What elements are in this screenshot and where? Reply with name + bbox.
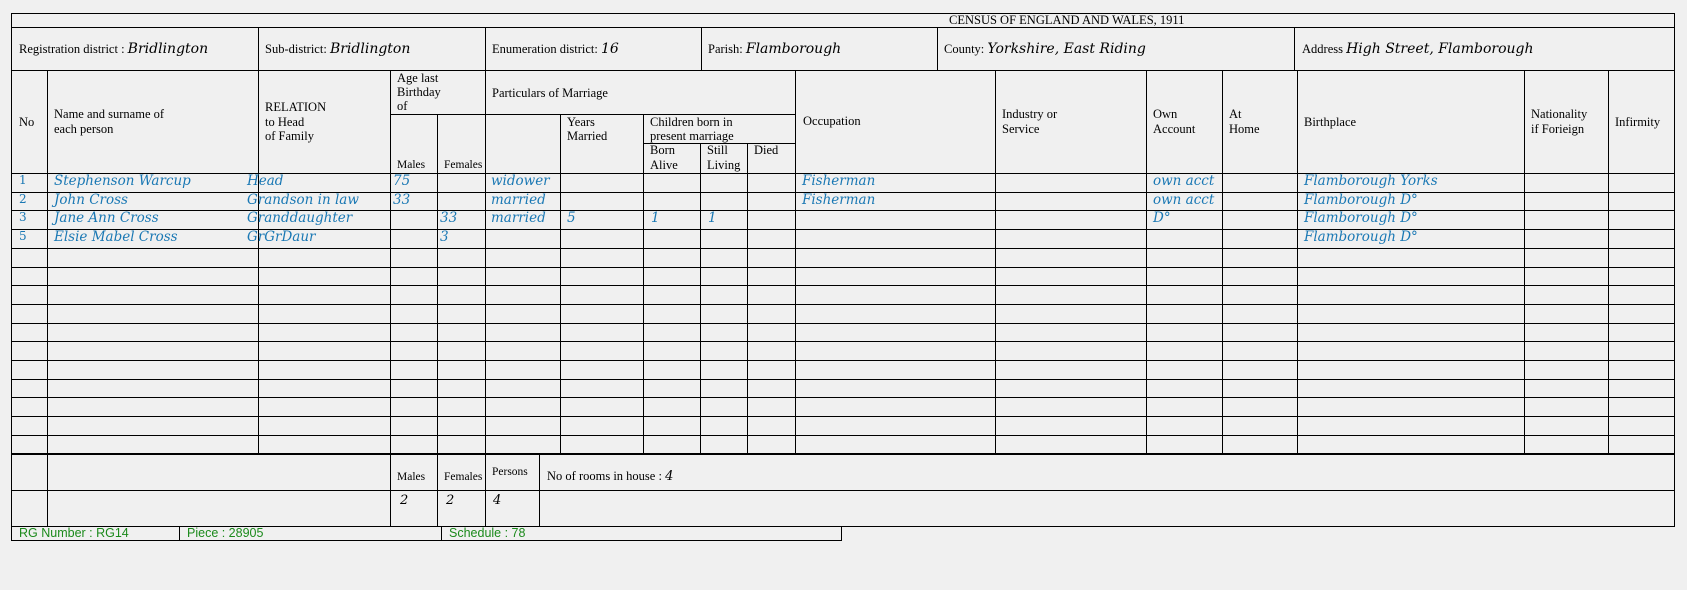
address	[1302, 42, 1534, 57]
form-title: CENSUS OF ENGLAND AND WALES, 1911	[949, 13, 1185, 27]
col-industry-2: Service	[1002, 122, 1040, 136]
col-died: Died	[754, 143, 779, 157]
enumeration-value: 16	[601, 41, 619, 57]
rooms-label: No of rooms in house :	[547, 469, 662, 483]
header-sep	[701, 27, 702, 70]
col-children-1: Children born in	[650, 115, 733, 129]
col-no: No	[19, 115, 35, 129]
col-line-industry	[1146, 70, 1147, 453]
cell-marriage: married	[491, 210, 546, 226]
cell-relation: Head	[247, 173, 284, 189]
col-line-no	[47, 70, 48, 527]
county-label: County:	[944, 42, 985, 56]
footer-bar	[11, 527, 842, 541]
title-divider	[11, 27, 1675, 28]
col-line-own	[1222, 70, 1223, 453]
col-infirmity: Infirmity	[1615, 115, 1661, 129]
row-line	[11, 397, 1675, 398]
row-line	[11, 435, 1675, 436]
col-home-2: Home	[1229, 122, 1260, 136]
cell-marriage: widower	[491, 173, 550, 189]
county	[944, 42, 1146, 57]
header-sep	[485, 27, 486, 70]
col-own-2: Account	[1153, 122, 1196, 136]
col-occupation: Occupation	[803, 114, 861, 128]
cell-name: Stephenson Warcup	[54, 173, 191, 189]
row-line	[11, 341, 1675, 342]
cell-males: 33	[393, 192, 411, 208]
subdistrict-value: Bridlington	[329, 41, 411, 57]
col-own-1: Own	[1153, 107, 1178, 121]
cell-females: 33	[440, 210, 458, 226]
row-line	[11, 416, 1675, 417]
col-age-1: Age last	[397, 71, 439, 85]
col-line-males	[437, 114, 438, 527]
parish-value: Flamborough	[745, 41, 842, 57]
header-sep	[1294, 27, 1295, 70]
form-frame	[11, 13, 1675, 527]
cell-no: 3	[19, 210, 27, 224]
col-name-1: Name and surname of	[54, 107, 165, 121]
col-industry-1: Industry or	[1002, 107, 1058, 121]
cell-years: 5	[567, 210, 576, 226]
schedule-number: Schedule : 78	[449, 526, 526, 540]
totals-persons-label: Persons	[492, 466, 528, 478]
col-nationality-2: if Forieign	[1531, 122, 1585, 136]
address-value: High Street, Flamborough	[1346, 41, 1534, 57]
cell-marriage: married	[491, 192, 546, 208]
cell-own: D°	[1153, 210, 1171, 226]
parish	[708, 42, 841, 57]
cell-no: 1	[19, 173, 27, 187]
row-line	[11, 323, 1675, 324]
col-born-1: Born	[650, 143, 675, 157]
header-sep	[258, 27, 259, 70]
cell-relation: GrGrDaur	[247, 229, 316, 245]
cell-birthplace: Flamborough D°	[1304, 229, 1418, 245]
cell-name: John Cross	[54, 192, 128, 208]
totals-mid	[11, 490, 1675, 491]
col-line-occupation	[995, 70, 996, 453]
cell-no: 2	[19, 192, 27, 206]
totals-males-label: Males	[397, 471, 426, 483]
footer-sep	[179, 527, 180, 541]
col-line-name	[258, 70, 259, 453]
cell-own: own acct	[1153, 173, 1215, 189]
registration-district	[19, 42, 208, 57]
row-line	[11, 267, 1675, 268]
cell-males: 75	[393, 173, 411, 189]
col-name-2: each person	[54, 122, 114, 136]
totals-sep	[539, 453, 540, 527]
cell-relation: Granddaughter	[247, 210, 353, 226]
cell-name: Jane Ann Cross	[54, 210, 159, 226]
row-line	[11, 360, 1675, 361]
col-nationality-1: Nationality	[1531, 107, 1588, 121]
col-males: Males	[397, 159, 426, 171]
registration-label: Registration district :	[19, 42, 125, 56]
cell-birthplace: Flamborough D°	[1304, 192, 1418, 208]
totals-top	[11, 453, 1675, 454]
row-line	[11, 454, 1675, 455]
sub-district	[265, 42, 410, 57]
subdistrict-label: Sub-district:	[265, 42, 327, 56]
address-label: Address	[1302, 42, 1343, 56]
cell-occupation: Fisherman	[802, 192, 876, 208]
col-line-born	[700, 143, 701, 453]
col-home-1: At	[1229, 107, 1242, 121]
col-age-2: Birthday	[397, 85, 441, 99]
registration-value: Bridlington	[127, 41, 209, 57]
enumeration-label: Enumeration district:	[492, 42, 598, 56]
col-line-marriage	[560, 114, 561, 453]
cell-still: 1	[708, 210, 717, 226]
totals-females-label: Females	[444, 471, 483, 483]
col-relation-1: RELATION	[265, 100, 327, 114]
col-line-died	[795, 70, 796, 453]
cell-relation: Grandson in law	[247, 192, 359, 208]
cell-birthplace: Flamborough Yorks	[1304, 173, 1438, 189]
rooms-in-house	[547, 469, 673, 484]
col-years-2: Married	[567, 129, 608, 143]
row-line	[11, 248, 1675, 249]
cell-name: Elsie Mabel Cross	[54, 229, 178, 245]
col-marriage: Particulars of Marriage	[492, 86, 608, 100]
piece-number: Piece : 28905	[187, 526, 264, 540]
col-females: Females	[444, 159, 483, 171]
col-line-relation	[390, 70, 391, 527]
col-age-3: of	[397, 99, 408, 113]
col-children-2: present marriage	[650, 129, 734, 143]
col-still-2: Living	[707, 158, 741, 172]
cell-born: 1	[651, 210, 660, 226]
enumeration-district	[492, 42, 619, 57]
col-line-years	[643, 114, 644, 453]
col-still-1: Still	[707, 143, 728, 157]
col-birthplace: Birthplace	[1304, 115, 1357, 129]
cell-no: 5	[19, 229, 27, 243]
cell-birthplace: Flamborough D°	[1304, 210, 1418, 226]
cell-own: own acct	[1153, 192, 1215, 208]
col-line-females	[485, 70, 486, 527]
totals-persons-value: 4	[493, 493, 502, 508]
row-line	[11, 304, 1675, 305]
row-line	[11, 379, 1675, 380]
parish-label: Parish:	[708, 42, 743, 56]
col-relation-3: of Family	[265, 129, 314, 143]
totals-males-value: 2	[400, 493, 409, 508]
rooms-value: 4	[665, 469, 674, 484]
rg-number: RG Number : RG14	[19, 526, 129, 540]
county-value: Yorkshire, East Riding	[987, 41, 1146, 57]
totals-females-value: 2	[446, 493, 455, 508]
header-divider	[11, 70, 1675, 71]
cell-females: 3	[440, 229, 449, 245]
col-years-1: Years	[567, 115, 595, 129]
col-line-birthplace	[1524, 70, 1525, 453]
col-line-home	[1297, 70, 1298, 453]
col-relation-2: to Head	[265, 115, 305, 129]
col-line-nationality	[1608, 70, 1609, 453]
col-born-2: Alive	[650, 158, 678, 172]
row-line	[11, 285, 1675, 286]
footer-sep	[441, 527, 442, 541]
cell-occupation: Fisherman	[802, 173, 876, 189]
header-sep	[937, 27, 938, 70]
col-line-still	[747, 143, 748, 453]
